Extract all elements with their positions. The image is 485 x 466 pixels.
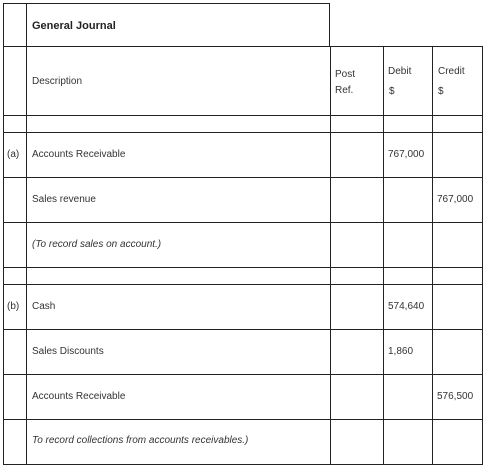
debit-unit: $ (389, 86, 395, 97)
row-label-cell (3, 419, 27, 465)
row-credit-cell (432, 374, 483, 420)
spacer-label (3, 267, 27, 285)
account-name: Sales Discounts (32, 346, 104, 357)
post-ref-header-line2: Ref. (335, 85, 354, 96)
spacer-description (26, 267, 331, 285)
row-label-cell (3, 374, 27, 420)
row-credit-cell (432, 222, 483, 268)
row-label-cell (3, 329, 27, 375)
credit-unit: $ (438, 86, 444, 97)
spacer-postref (330, 115, 384, 133)
row-description-cell (26, 374, 331, 420)
credit-header: Credit (438, 66, 465, 77)
header-label-cell (3, 46, 27, 116)
account-name: Cash (32, 301, 56, 312)
row-description-cell (26, 132, 331, 178)
row-description-cell (26, 222, 331, 268)
row-label-cell (3, 284, 27, 330)
row-credit-cell (432, 132, 483, 178)
row-postref-cell (330, 329, 384, 375)
credit-amount: 767,000 (437, 194, 474, 205)
row-credit-cell (432, 284, 483, 330)
header-description-cell (26, 46, 331, 116)
spacer-postref (330, 267, 384, 285)
row-credit-cell (432, 329, 483, 375)
header-debit-cell (383, 46, 433, 116)
row-label-cell (3, 222, 27, 268)
row-debit-cell (383, 419, 433, 465)
row-postref-cell (330, 374, 384, 420)
row-description-cell (26, 329, 331, 375)
credit-amount: 576,500 (437, 391, 474, 402)
spacer-label (3, 115, 27, 133)
debit-amount: 1,860 (388, 346, 414, 357)
spacer-credit (432, 267, 483, 285)
spacer-debit (383, 115, 433, 133)
row-debit-cell (383, 222, 433, 268)
description-header: Description (32, 76, 83, 87)
row-postref-cell (330, 177, 384, 223)
row-debit-cell (383, 329, 433, 375)
row-label-cell (3, 132, 27, 178)
account-name: Accounts Receivable (32, 391, 126, 402)
entry-explanation: To record collections from accounts receivables.) (32, 435, 249, 446)
row-description-cell (26, 419, 331, 465)
spacer-description (26, 115, 331, 133)
row-debit-cell (383, 177, 433, 223)
debit-amount: 574,640 (388, 301, 425, 312)
row-debit-cell (383, 132, 433, 178)
row-postref-cell (330, 419, 384, 465)
entry-label: (a) (7, 149, 20, 160)
row-debit-cell (383, 374, 433, 420)
entry-explanation: (To record sales on account.) (32, 239, 162, 250)
spacer-debit (383, 267, 433, 285)
row-credit-cell (432, 419, 483, 465)
row-label-cell (3, 177, 27, 223)
row-credit-cell (432, 177, 483, 223)
row-description-cell (26, 177, 331, 223)
row-postref-cell (330, 222, 384, 268)
post-ref-header-line1: Post (335, 69, 356, 80)
account-name: Accounts Receivable (32, 149, 126, 160)
title-cell (26, 3, 330, 47)
header-postref-cell (330, 46, 384, 116)
header-credit-cell (432, 46, 483, 116)
debit-amount: 767,000 (388, 149, 425, 160)
row-description-cell (26, 284, 331, 330)
row-postref-cell (330, 284, 384, 330)
journal-title: General Journal (32, 20, 116, 32)
entry-label: (b) (7, 301, 20, 312)
account-name: Sales revenue (32, 194, 96, 205)
spacer-credit (432, 115, 483, 133)
row-debit-cell (383, 284, 433, 330)
row-postref-cell (330, 132, 384, 178)
title-label-cell (3, 3, 27, 47)
debit-header: Debit (388, 66, 412, 77)
